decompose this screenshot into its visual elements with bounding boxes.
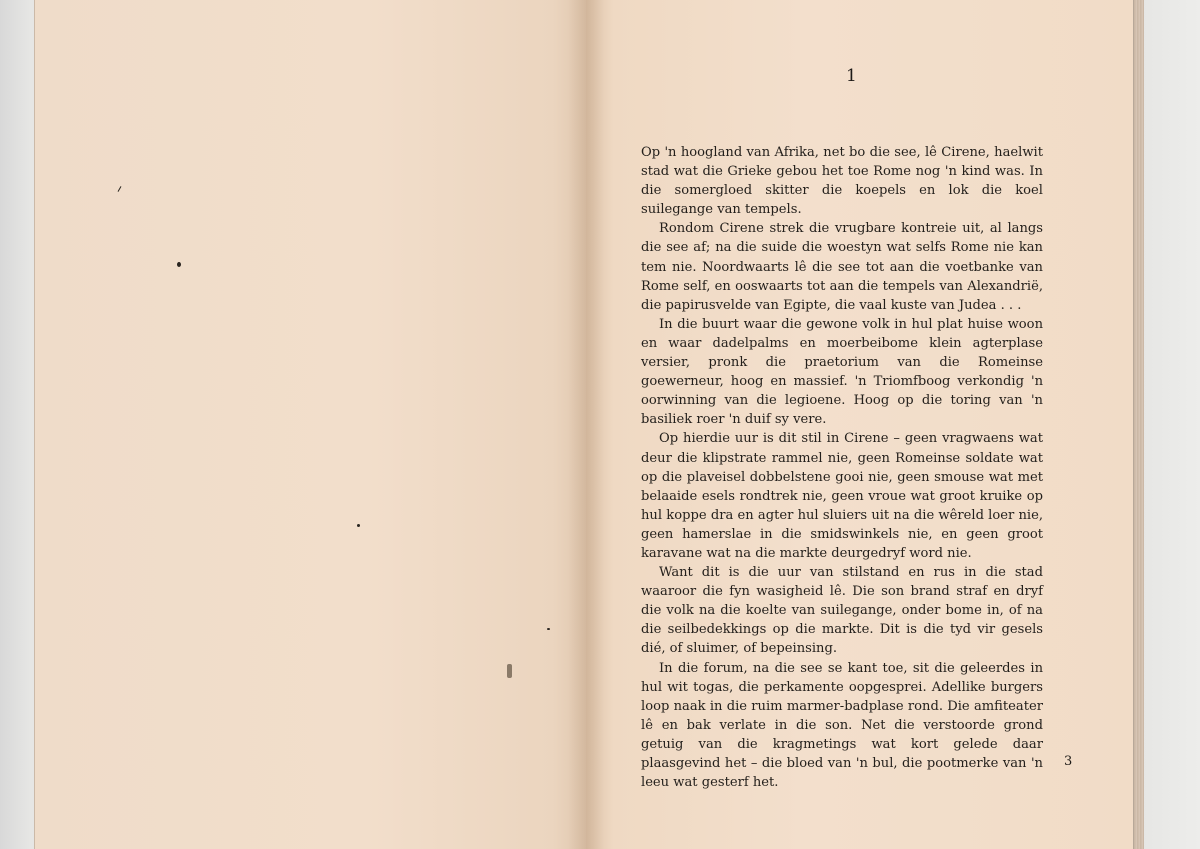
paragraph: Want dit is die uur van stilstand en rus in die stad waaroor die fyn wasigheid lê. Die son brand straf en dryf die volk na die koelte van suilegange, onder bome in, of na die seilbedekkings op die markte. Dit is die tyd vir gesels dié, of sluimer, of bepeinsing. [641, 565, 1043, 657]
paragraph: In die buurt waar die gewone volk in hul plat huise woon en waar dadelpalms en moerbeibome klein agterplase versier, pronk die praetorium van die Romeinse goewerneur, hoog en massief. 'n Triomfboog verkondig 'n oorwinning van die legioene. Hoog op die toring van 'n basiliek roer 'n duif sy vere. [641, 316, 1043, 428]
left-page-blank [34, 0, 586, 849]
ink-speck [118, 186, 122, 192]
ink-speck [507, 664, 512, 678]
page-number: 3 [1064, 754, 1073, 769]
chapter-number: 1 [846, 66, 857, 86]
ink-speck [547, 628, 550, 630]
ink-speck [357, 524, 360, 527]
chapter-body-text [641, 143, 1043, 792]
paragraph: Op 'n hoogland van Afrika, net bo die see, lê Cirene, haelwit stad wat die Grieke gebou het toe Rome nog 'n kind was. In die somergloed skitter die koepels en lok die koel suilegange van tempels. [641, 145, 1043, 218]
page-block-edge [1134, 0, 1144, 849]
paragraph: Op hierdie uur is dit stil in Cirene – geen vragwaens wat deur die klipstrate rammel nie, geen Romeinse soldate wat op die plaveisel dobbelstene gooi nie, geen smouse wat met belaaide esels rondtrek nie, geen vroue wat groot kruike op hul koppe dra en agter hul sluiers uit na die wêreld loer nie, geen hamerslae in die smidswinkels nie, en geen groot karavane wat na die markte deurgedryf word nie. [641, 431, 1043, 561]
paragraph: Rondom Cirene strek die vrugbare kontreie uit, al langs die see af; na die suide die woestyn wat selfs Rome nie kan tem nie. Noordwaarts lê die see tot aan die voetbanke van Rome self, en ooswaarts tot aan die tempels van Alexandrië, die papirusvelde van Egipte, die vaal kuste van Judea . . . [641, 221, 1043, 313]
ink-speck [177, 262, 181, 267]
paragraph: In die forum, na die see se kant toe, sit die geleerdes in hul wit togas, die perkamente oopgesprei. Adellike burgers loop naak in die ruim marmer-badplase rond. Die amfiteater lê en bak verlate in die son. Net die verstoorde grond getuig van die kragmetings wat kort gelede daar plaasgevind het – die bloed van 'n bul, die pootmerke van 'n leeu wat gesterf het. [641, 660, 1043, 791]
